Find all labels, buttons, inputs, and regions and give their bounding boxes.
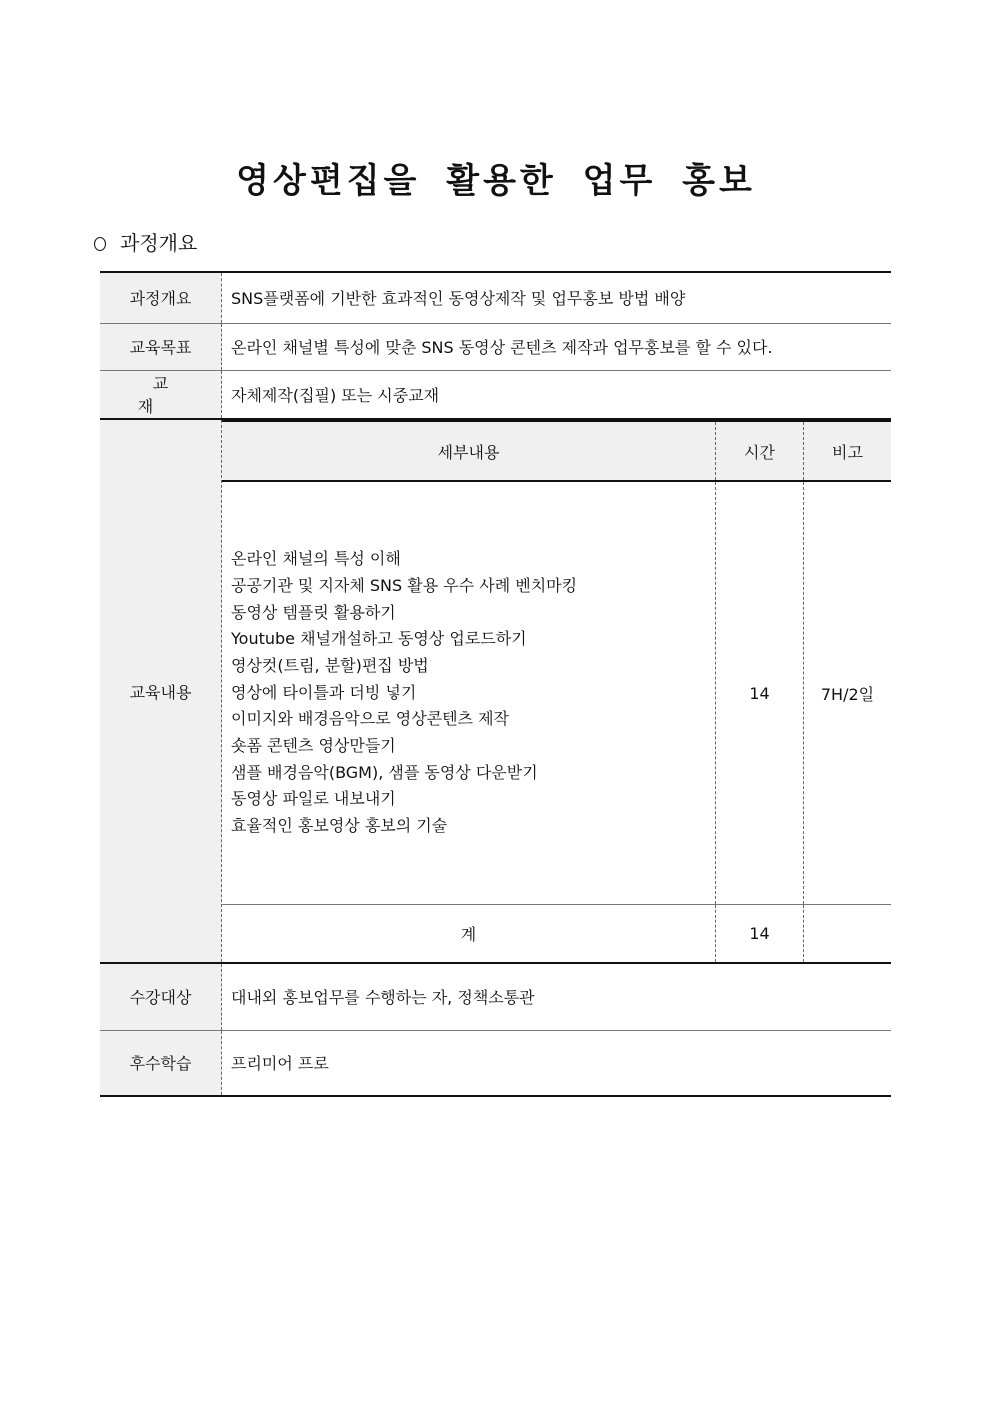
row-overview	[100, 272, 891, 323]
row-goal	[100, 323, 891, 370]
content-cell	[222, 419, 892, 963]
list-item: 이미지와 배경음악으로 영상콘텐츠 제작	[231, 709, 510, 729]
list-item: 공공기관 및 지자체 SNS 활용 우수 사례 벤치마킹	[231, 575, 578, 595]
row-content	[100, 419, 891, 963]
header-note: 비고	[804, 421, 892, 481]
row-audience	[100, 963, 891, 1030]
label-followup: 후수학습	[100, 1030, 222, 1096]
list-item: 동영상 템플릿 활용하기	[231, 602, 396, 622]
value-overview: SNS플랫폼에 기반한 효과적인 동영상제작 및 업무홍보 방법 배양	[222, 272, 892, 323]
course-outline-table	[100, 271, 891, 1097]
content-header-row	[222, 421, 891, 481]
list-item: 온라인 채널의 특성 이해	[231, 549, 401, 569]
header-time: 시간	[716, 421, 804, 481]
label-textbook: 교 재	[100, 370, 222, 419]
list-item: 영상컷(트림, 분할)편집 방법	[231, 655, 429, 675]
value-textbook: 자체제작(집필) 또는 시중교재	[222, 370, 892, 419]
label-goal: 교육목표	[100, 323, 222, 370]
section-heading	[94, 229, 197, 257]
value-audience: 대내외 홍보업무를 수행하는 자, 정책소통관	[222, 963, 892, 1030]
list-item: 동영상 파일로 내보내기	[231, 789, 396, 809]
detail-items	[222, 481, 716, 905]
total-note	[804, 905, 892, 963]
circle-bullet-icon	[94, 237, 106, 251]
list-item: 샘플 배경음악(BGM), 샘플 동영상 다운받기	[231, 762, 538, 782]
content-time: 14	[716, 481, 804, 905]
label-overview: 과정개요	[100, 272, 222, 323]
total-time: 14	[716, 905, 804, 963]
content-body-row	[222, 481, 891, 905]
row-textbook	[100, 370, 891, 419]
section-heading-text: 과정개요	[120, 231, 198, 255]
total-label: 계	[222, 905, 716, 963]
content-detail-table	[222, 420, 891, 962]
content-note: 7H/2일	[804, 481, 892, 905]
list-item: Youtube 채널개설하고 동영상 업로드하기	[231, 629, 527, 649]
label-audience: 수강대상	[100, 963, 222, 1030]
label-content: 교육내용	[100, 419, 222, 963]
document-title: 영상편집을 활용한 업무 홍보	[236, 161, 756, 201]
value-followup: 프리미어 프로	[222, 1030, 892, 1096]
detail-list	[222, 546, 715, 840]
row-followup	[100, 1030, 891, 1096]
list-item: 효율적인 홍보영상 홍보의 기술	[231, 816, 448, 836]
header-detail: 세부내용	[222, 421, 716, 481]
value-goal: 온라인 채널별 특성에 맞춘 SNS 동영상 콘텐츠 제작과 업무홍보를 할 수 있다.	[222, 323, 892, 370]
list-item: 영상에 타이틀과 더빙 넣기	[231, 682, 417, 702]
content-total-row	[222, 905, 891, 963]
list-item: 숏폼 콘텐츠 영상만들기	[231, 736, 396, 756]
